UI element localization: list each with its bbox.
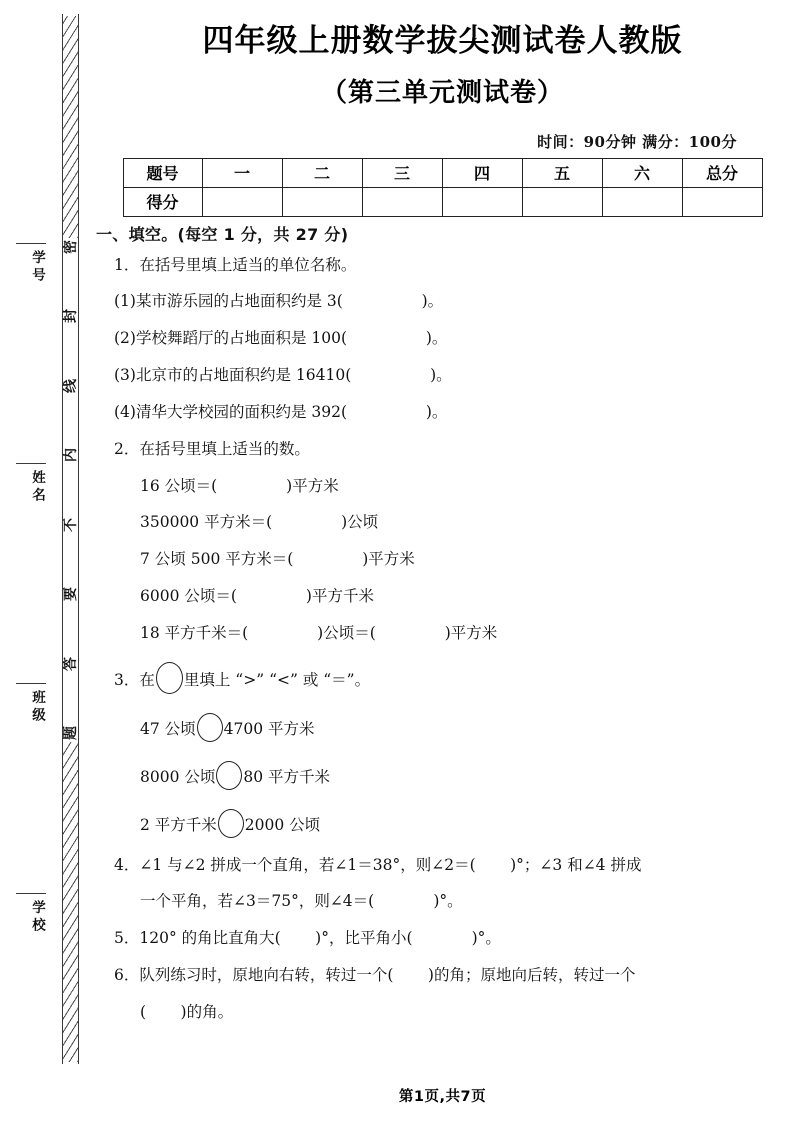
table-row-score bbox=[123, 187, 762, 216]
comparison-circle-icon[interactable] bbox=[218, 809, 244, 838]
comparison-circle-icon[interactable] bbox=[197, 713, 223, 742]
column-header-2: 二 bbox=[282, 158, 362, 187]
score-cell-2[interactable] bbox=[282, 187, 362, 216]
question-2-stem: 2．在括号里填上适当的数。 bbox=[114, 439, 310, 458]
title-block bbox=[92, 0, 793, 109]
question-3-item-2 bbox=[96, 761, 773, 790]
seal-char-4: 不 bbox=[62, 517, 79, 532]
class-label: 班级 bbox=[29, 690, 45, 725]
seal-char-0: 密 bbox=[62, 240, 79, 254]
score-cell-3[interactable] bbox=[362, 187, 442, 216]
question-5-line-1: 5．120° 的角比直角大( )°，比平角小( )°。 bbox=[114, 929, 501, 948]
column-header-4: 四 bbox=[442, 158, 522, 187]
question-2-item-2: 350000 平方米＝( )公顷 bbox=[140, 513, 379, 532]
question-2-item-3: 7 公顷 500 平方米＝( )平方米 bbox=[140, 550, 415, 569]
seal-char-5: 要 bbox=[62, 587, 79, 602]
question-3-item-2-left: 8000 公顷 bbox=[140, 767, 216, 786]
column-header-total: 总分 bbox=[682, 158, 762, 187]
exam-meta-info: 时间：90分钟 满分：100分 bbox=[537, 132, 737, 151]
questions-container bbox=[92, 224, 793, 1022]
seal-char-2: 线 bbox=[62, 378, 79, 393]
question-2-item-4: 6000 公顷＝( )平方千米 bbox=[140, 586, 374, 605]
seal-char-6: 答 bbox=[62, 656, 79, 671]
seal-line-strip bbox=[0, 0, 92, 1122]
score-table-wrapper bbox=[123, 158, 763, 217]
question-3-item-2-right: 80 平方千米 bbox=[243, 767, 331, 786]
question-3-item-1 bbox=[96, 713, 773, 742]
section-heading-one: 一、填空。(每空 1 分，共 27 分) bbox=[96, 224, 349, 244]
school-label: 学校 bbox=[29, 900, 45, 935]
question-4-line-2: 一个平角，若∠3＝75°，则∠4＝( )°。 bbox=[140, 892, 463, 911]
column-header-5: 五 bbox=[522, 158, 602, 187]
question-2-item-1: 16 公顷＝( )平方米 bbox=[140, 476, 339, 495]
question-2-item-5: 18 平方千米＝( )公顷＝( )平方米 bbox=[140, 623, 498, 642]
seal-char-7: 题 bbox=[62, 725, 79, 740]
page-footer: 第1页,共7页 bbox=[398, 1089, 487, 1105]
question-1-item-3: (3)北京市的占地面积约是 16410( )。 bbox=[114, 366, 452, 385]
question-6-line-2: ( )的角。 bbox=[140, 1002, 234, 1021]
column-header-6: 六 bbox=[602, 158, 682, 187]
page-title: 四年级上册数学拔尖测试卷人教版 bbox=[202, 23, 683, 59]
table-row-header bbox=[123, 158, 762, 187]
exam-paper-body bbox=[92, 0, 793, 1122]
question-3-stem-after: 里填上 “>” “<” 或 “＝”。 bbox=[183, 670, 371, 689]
question-3-item-3-right: 2000 公顷 bbox=[244, 815, 321, 834]
question-3-item-3 bbox=[96, 809, 773, 838]
score-cell-5[interactable] bbox=[522, 187, 602, 216]
question-1-item-1: (1)某市游乐园的占地面积约是 3( )。 bbox=[114, 292, 444, 311]
question-1-stem: 1．在括号里填上适当的单位名称。 bbox=[114, 255, 357, 274]
score-cell-total[interactable] bbox=[682, 187, 762, 216]
question-1-item-4: (4)清华大学校园的面积约是 392( )。 bbox=[114, 402, 448, 421]
question-4-line-1: 4．∠1 与∠2 拼成一个直角，若∠1＝38°，则∠2＝( )°；∠3 和∠4 拼成 bbox=[114, 855, 642, 874]
score-cell-1[interactable] bbox=[202, 187, 282, 216]
row-label-question-number: 题号 bbox=[123, 158, 202, 187]
comparison-circle-icon bbox=[156, 662, 183, 694]
seal-hatch-band-bottom bbox=[63, 742, 78, 1062]
comparison-circle-icon[interactable] bbox=[216, 761, 242, 790]
seal-char-3: 内 bbox=[62, 448, 79, 463]
question-6-line-1: 6．队列练习时，原地向右转，转过一个( )的角；原地向后转，转过一个 bbox=[114, 966, 636, 985]
question-3-stem-before: 3．在 bbox=[114, 670, 155, 689]
seal-characters bbox=[62, 240, 79, 740]
row-label-score: 得分 bbox=[123, 187, 202, 216]
school-rule bbox=[16, 893, 46, 894]
column-header-3: 三 bbox=[362, 158, 442, 187]
seal-hatch-band-top bbox=[63, 16, 78, 238]
student-id-label: 学号 bbox=[29, 250, 45, 285]
question-3-item-1-left: 47 公顷 bbox=[140, 719, 196, 738]
class-rule bbox=[16, 683, 46, 684]
name-rule bbox=[16, 463, 46, 464]
score-cell-6[interactable] bbox=[602, 187, 682, 216]
student-name-label: 姓名 bbox=[29, 470, 45, 505]
score-table bbox=[123, 158, 763, 217]
question-3-stem bbox=[96, 662, 773, 694]
column-header-1: 一 bbox=[202, 158, 282, 187]
page-subtitle: （第三单元测试卷） bbox=[320, 77, 564, 108]
question-3-item-1-right: 4700 平方米 bbox=[223, 719, 315, 738]
question-1-item-2: (2)学校舞蹈厅的占地面积是 100( )。 bbox=[114, 329, 448, 348]
score-cell-4[interactable] bbox=[442, 187, 522, 216]
seal-char-1: 封 bbox=[62, 309, 79, 324]
student-id-rule bbox=[16, 243, 46, 244]
question-3-item-3-left: 2 平方千米 bbox=[140, 815, 217, 834]
